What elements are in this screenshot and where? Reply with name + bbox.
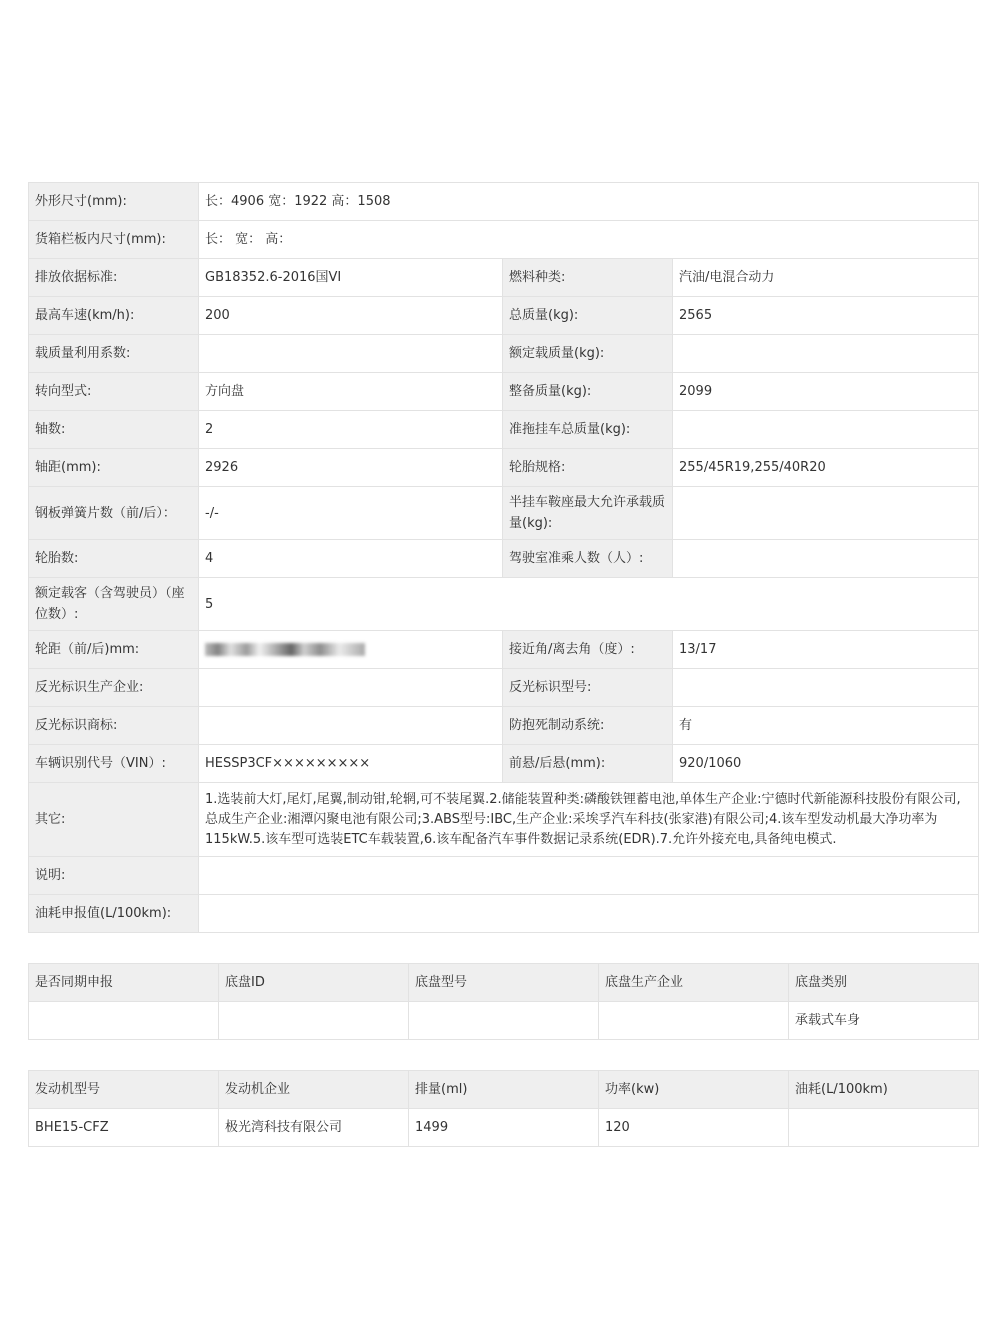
total-mass-value: 2565: [673, 297, 979, 335]
dimensions-label: 外形尺寸(mm):: [29, 183, 199, 221]
trailer-mass-label: 准拖挂车总质量(kg):: [503, 411, 673, 449]
wheelbase-value: 2926: [199, 449, 503, 487]
vin-label: 车辆识别代号（VIN）:: [29, 745, 199, 783]
redacted-blur: [205, 643, 365, 656]
axles-value: 2: [199, 411, 503, 449]
reflector-maker-value: [199, 669, 503, 707]
wheelbase-label: 轴距(mm):: [29, 449, 199, 487]
engine-header-fuel-consumption: 油耗(L/100km): [789, 1071, 979, 1109]
chassis-cell-concurrent: [29, 1002, 219, 1040]
overhang-value: 920/1060: [673, 745, 979, 783]
cargo-dimensions-label: 货箱栏板内尺寸(mm):: [29, 221, 199, 259]
tires-count-value: 4: [199, 540, 503, 578]
overhang-label: 前悬/后悬(mm):: [503, 745, 673, 783]
fuel-type-label: 燃料种类:: [503, 259, 673, 297]
abs-label: 防抱死制动系统:: [503, 707, 673, 745]
passengers-value: 5: [199, 578, 979, 631]
chassis-cell-model: [409, 1002, 599, 1040]
other-label: 其它:: [29, 783, 199, 857]
chassis-header-model: 底盘型号: [409, 964, 599, 1002]
chassis-header-id: 底盘ID: [219, 964, 409, 1002]
chassis-header-type: 底盘类别: [789, 964, 979, 1002]
remark-value: [199, 857, 979, 895]
emission-standard-label: 排放依据标准:: [29, 259, 199, 297]
tire-spec-value: 255/45R19,255/40R20: [673, 449, 979, 487]
engine-header-displacement: 排量(ml): [409, 1071, 599, 1109]
passengers-label: 额定载客（含驾驶员）（座位数）:: [29, 578, 199, 631]
chassis-header-concurrent: 是否同期申报: [29, 964, 219, 1002]
fuel-type-value: 汽油/电混合动力: [673, 259, 979, 297]
rated-load-value: [673, 335, 979, 373]
trailer-mass-value: [673, 411, 979, 449]
curb-mass-value: 2099: [673, 373, 979, 411]
chassis-table: [28, 963, 979, 1040]
curb-mass-label: 整备质量(kg):: [503, 373, 673, 411]
semi-trailer-load-label: 半挂车鞍座最大允许承载质量(kg):: [503, 487, 673, 540]
approach-departure-angle-value: 13/17: [673, 631, 979, 669]
reflector-maker-label: 反光标识生产企业:: [29, 669, 199, 707]
chassis-cell-maker: [599, 1002, 789, 1040]
rated-load-label: 额定载质量(kg):: [503, 335, 673, 373]
leaf-spring-value: -/-: [199, 487, 503, 540]
vin-value: HESSP3CF×××××××××: [199, 745, 503, 783]
max-speed-value: 200: [199, 297, 503, 335]
engine-cell-maker: 极光湾科技有限公司: [219, 1109, 409, 1147]
cab-seats-value: [673, 540, 979, 578]
reflector-brand-label: 反光标识商标:: [29, 707, 199, 745]
engine-header-model: 发动机型号: [29, 1071, 219, 1109]
steering-label: 转向型式:: [29, 373, 199, 411]
other-value: 1.选装前大灯,尾灯,尾翼,制动钳,轮辋,可不装尾翼.2.储能装置种类:磷酸铁锂蓄电池,单体生产企业:宁德时代新能源科技股份有限公司,总成生产企业:湘潭闪聚电池有限公司;3.ABS型号:IBC,生产企业:采埃孚汽车科技(张家港)有限公司;4.该车型发动机最大净功率为115kW.5.该车型可选装ETC车载装置,6.该车配备汽车事件数据记录系统(EDR).7.允许外接充电,具备纯电模式.: [199, 783, 979, 857]
fuel-consumption-label: 油耗申报值(L/100km):: [29, 895, 199, 933]
max-speed-label: 最高车速(km/h):: [29, 297, 199, 335]
reflector-model-value: [673, 669, 979, 707]
emission-standard-value: GB18352.6-2016国VI: [199, 259, 503, 297]
chassis-header-maker: 底盘生产企业: [599, 964, 789, 1002]
tires-count-label: 轮胎数:: [29, 540, 199, 578]
track-width-label: 轮距（前/后)mm:: [29, 631, 199, 669]
dimensions-value: 长：4906 宽：1922 高：1508: [199, 183, 979, 221]
remark-label: 说明:: [29, 857, 199, 895]
engine-header-power: 功率(kw): [599, 1071, 789, 1109]
approach-departure-angle-label: 接近角/离去角（度）:: [503, 631, 673, 669]
engine-cell-power: 120: [599, 1109, 789, 1147]
engine-cell-displacement: 1499: [409, 1109, 599, 1147]
fuel-consumption-value: [199, 895, 979, 933]
engine-header-maker: 发动机企业: [219, 1071, 409, 1109]
cargo-dimensions-value: 长： 宽： 高：: [199, 221, 979, 259]
engine-table: [28, 1070, 979, 1147]
chassis-cell-id: [219, 1002, 409, 1040]
leaf-spring-label: 钢板弹簧片数（前/后）：: [29, 487, 199, 540]
abs-value: 有: [673, 707, 979, 745]
load-coefficient-value: [199, 335, 503, 373]
vehicle-spec-table: [28, 182, 979, 933]
track-width-value: [199, 631, 503, 669]
cab-seats-label: 驾驶室准乘人数（人）:: [503, 540, 673, 578]
axles-label: 轴数:: [29, 411, 199, 449]
chassis-cell-type: 承载式车身: [789, 1002, 979, 1040]
engine-cell-model: BHE15-CFZ: [29, 1109, 219, 1147]
reflector-brand-value: [199, 707, 503, 745]
steering-value: 方向盘: [199, 373, 503, 411]
engine-cell-fuel-consumption: [789, 1109, 979, 1147]
load-coefficient-label: 载质量利用系数:: [29, 335, 199, 373]
tire-spec-label: 轮胎规格:: [503, 449, 673, 487]
reflector-model-label: 反光标识型号:: [503, 669, 673, 707]
total-mass-label: 总质量(kg):: [503, 297, 673, 335]
semi-trailer-load-value: [673, 487, 979, 540]
